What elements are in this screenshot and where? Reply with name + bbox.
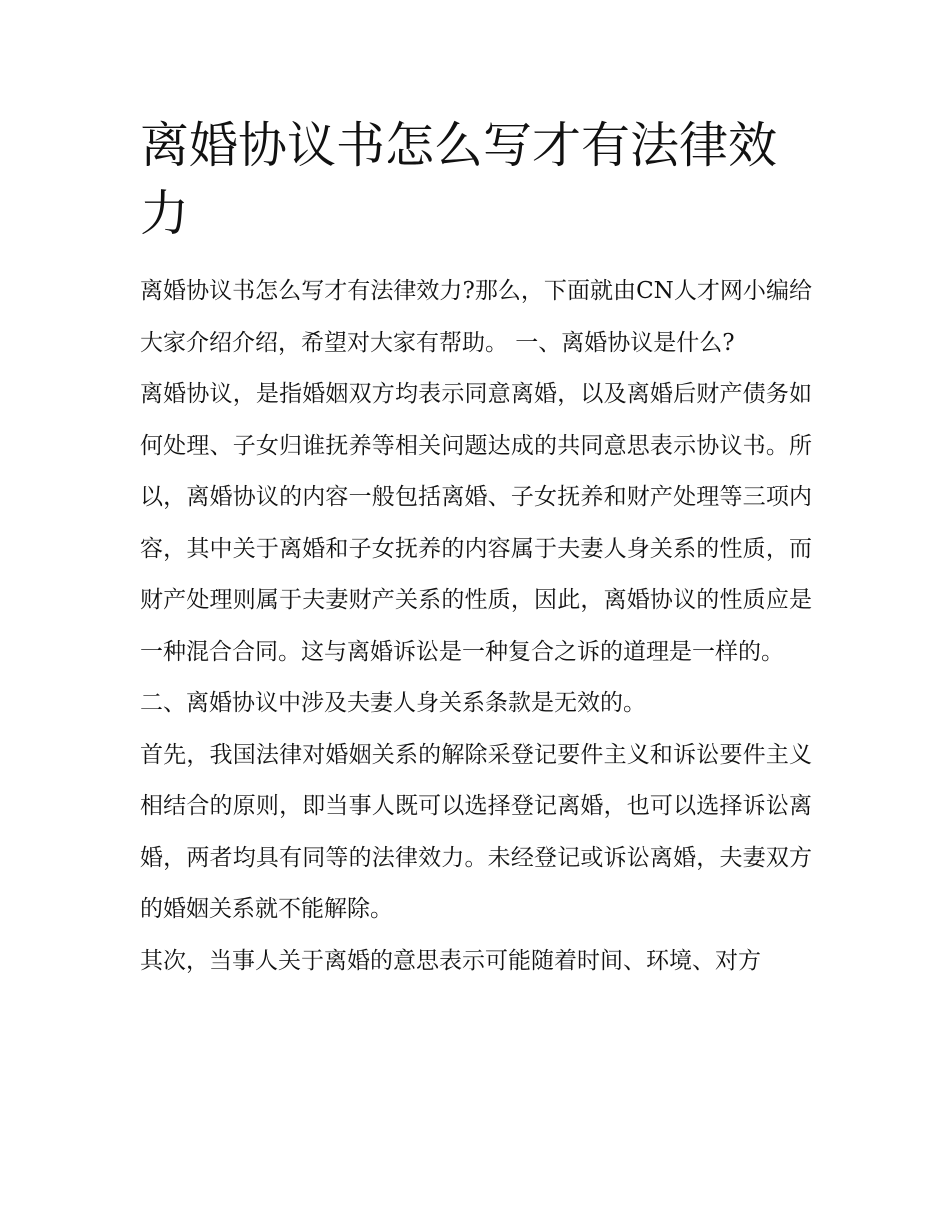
paragraph-intro: 离婚协议书怎么写才有法律效力?那么，下面就由CN人才网小编给大家介绍介绍，希望对大家有帮助。 一、离婚协议是什么? bbox=[140, 278, 812, 356]
paragraph-second-point: 其次，当事人关于离婚的意思表示可能随着时间、环境、对方 bbox=[140, 947, 761, 974]
document-body bbox=[140, 266, 812, 987]
paragraph-definition: 离婚协议，是指婚姻双方均表示同意离婚，以及离婚后财产债务如何处理、子女归谁抚养等相关问题达成的共同意思表示协议书。所以，离婚协议的内容一般包括离婚、子女抚养和财产处理等三项内容，其中关于离婚和子女抚养的内容属于夫妻人身关系的性质，而财产处理则属于夫妻财产关系的性质，因此，离婚协议的性质应是一种混合合同。这与离婚诉讼是一种复合之诉的道理是一样的。 bbox=[140, 381, 812, 665]
document-content bbox=[140, 112, 812, 987]
document-title: 离婚协议书怎么写才有法律效力 bbox=[140, 117, 778, 242]
paragraph-section-two-heading: 二、离婚协议中涉及夫妻人身关系条款是无效的。 bbox=[140, 690, 646, 716]
paragraph-first-point: 首先，我国法律对婚姻关系的解除采登记要件主义和诉讼要件主义相结合的原则，即当事人既可以选择登记离婚，也可以选择诉讼离婚，两者均具有同等的法律效力。未经登记或诉讼离婚，夫妻双方的婚姻关系就不能解除。 bbox=[140, 741, 812, 922]
